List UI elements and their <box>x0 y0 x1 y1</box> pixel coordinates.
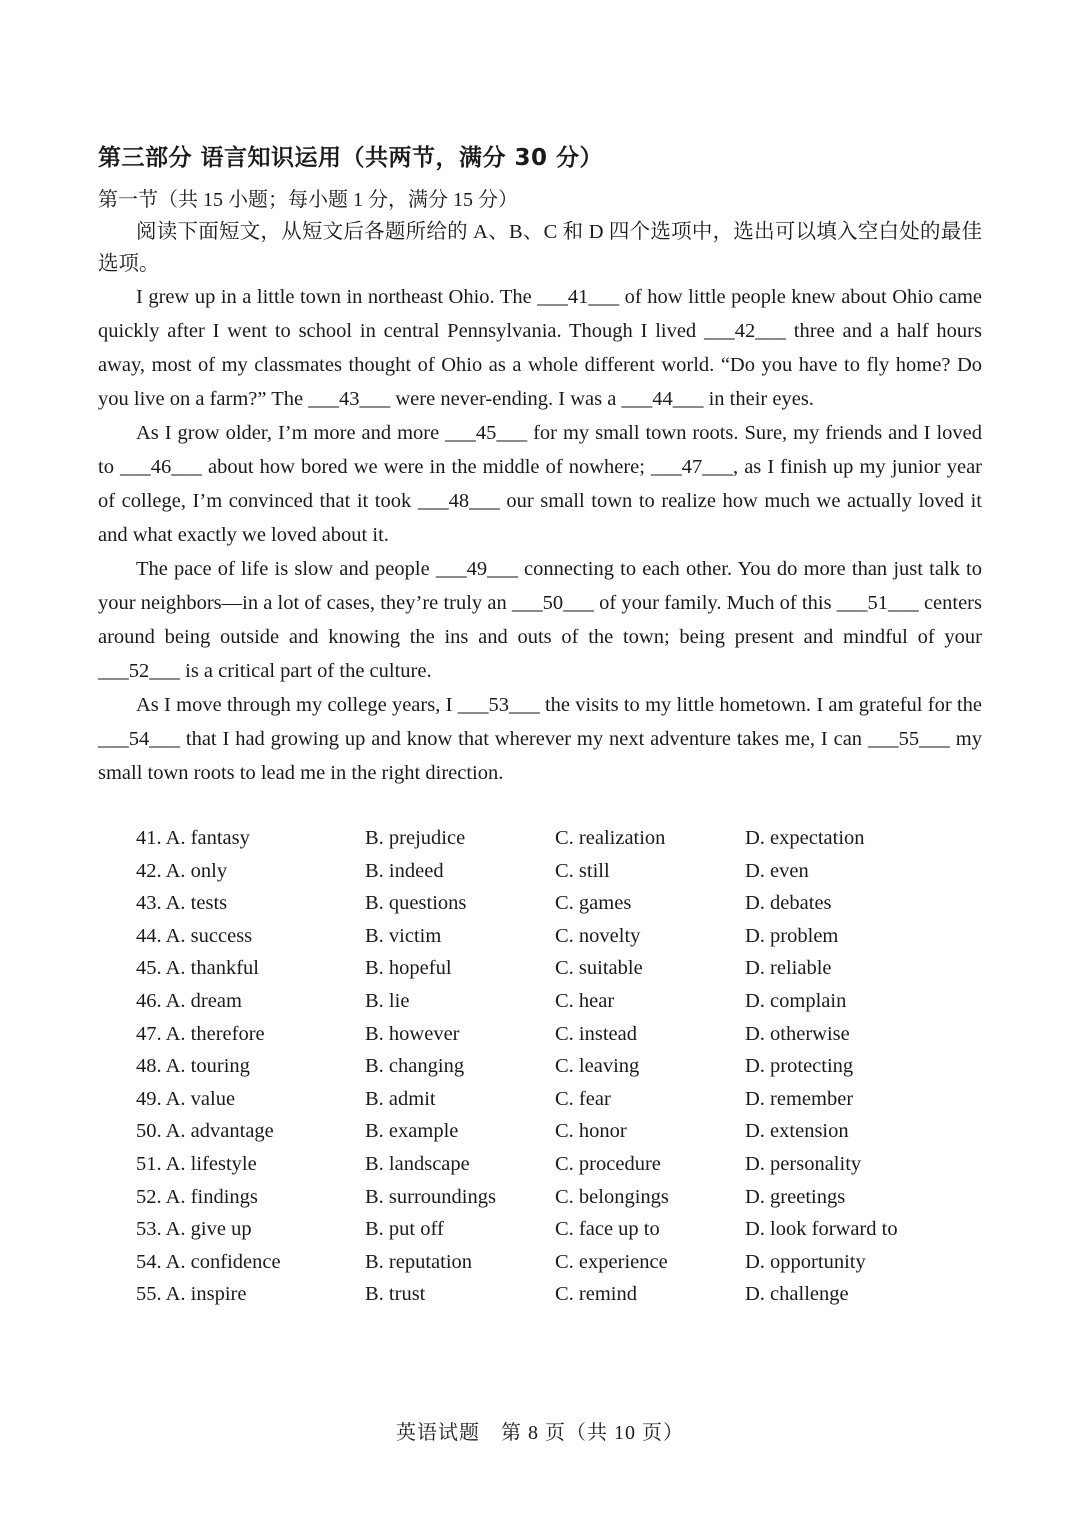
option-row <box>136 952 982 985</box>
option-d: D. opportunity <box>745 1250 866 1273</box>
option-b: B. victim <box>365 924 442 947</box>
option-d: D. protecting <box>745 1055 854 1078</box>
option-row <box>136 1181 982 1214</box>
option-a: 46. A. dream <box>136 989 242 1012</box>
option-d: D. problem <box>745 924 839 947</box>
option-c: C. still <box>555 859 610 882</box>
option-a: 42. A. only <box>136 859 228 882</box>
option-c: C. honor <box>555 1120 627 1143</box>
option-d: D. look forward to <box>745 1218 898 1241</box>
option-row <box>136 920 982 953</box>
option-row <box>136 1246 982 1279</box>
option-c: C. belongings <box>555 1185 669 1208</box>
option-a: 52. A. findings <box>136 1185 258 1208</box>
option-b: B. reputation <box>365 1250 473 1273</box>
option-a: 48. A. touring <box>136 1055 250 1078</box>
option-d: D. remember <box>745 1087 854 1110</box>
option-b: B. trust <box>365 1283 426 1306</box>
option-d: D. debates <box>745 892 832 915</box>
option-a: 53. A. give up <box>136 1218 252 1241</box>
option-a: 43. A. tests <box>136 892 228 915</box>
option-b: B. questions <box>365 892 467 915</box>
option-c: C. remind <box>555 1283 637 1306</box>
instruction-text: 阅读下面短文，从短文后各题所给的 A、B、C 和 D 四个选项中，选出可以填入空白处的最佳选项。 <box>98 221 982 275</box>
option-c: C. novelty <box>555 924 641 947</box>
option-d: D. otherwise <box>745 1022 850 1045</box>
option-a: 44. A. success <box>136 924 253 947</box>
option-row <box>136 1278 982 1311</box>
option-d: D. reliable <box>745 957 832 980</box>
page-footer: 英语试题 第 8 页（共 10 页） <box>396 1422 684 1444</box>
option-d: D. extension <box>745 1120 849 1143</box>
answer-options <box>136 822 982 1311</box>
option-row <box>136 985 982 1018</box>
passage <box>98 280 982 790</box>
passage-paragraph-4: As I move through my college years, I ___53___ the visits to my little hometown. I am grateful for the ___54___ that I had growing up and know that wherever my next adventure takes me, I can ___55___ my small town roots to lead me in the right direction. <box>98 694 982 784</box>
subsection-title: 第一节（共 15 小题；每小题 1 分，满分 15 分） <box>98 189 518 211</box>
option-a: 55. A. inspire <box>136 1283 247 1306</box>
option-a: 54. A. confidence <box>136 1250 281 1273</box>
option-row <box>136 1148 982 1181</box>
option-row <box>136 887 982 920</box>
option-b: B. hopeful <box>365 957 452 980</box>
option-a: 47. A. therefore <box>136 1022 265 1045</box>
option-a: 41. A. fantasy <box>136 827 250 849</box>
option-d: D. complain <box>745 989 847 1012</box>
option-c: C. leaving <box>555 1055 640 1078</box>
option-b: B. admit <box>365 1087 436 1110</box>
exam-page <box>98 140 982 1311</box>
option-b: B. landscape <box>365 1152 470 1175</box>
option-c: C. games <box>555 892 632 915</box>
passage-paragraph-2: As I grow older, I’m more and more ___45___ for my small town roots. Sure, my friends and I loved to ___46___ about how bored we were in the middle of nowhere; ___47___, as I finish up my junior year of college, I’m convinced that it took ___48___ our small town to realize how much we actually loved it and what exactly we loved about it. <box>98 422 982 546</box>
section-title: 第三部分 语言知识运用（共两节，满分 30 分） <box>98 145 604 171</box>
option-a: 49. A. value <box>136 1087 236 1110</box>
option-c: C. experience <box>555 1250 668 1273</box>
option-a: 50. A. advantage <box>136 1120 274 1143</box>
option-row <box>136 1213 982 1246</box>
option-b: B. changing <box>365 1055 465 1078</box>
option-row <box>136 1083 982 1116</box>
option-d: D. challenge <box>745 1283 849 1306</box>
option-b: B. however <box>365 1022 460 1045</box>
option-c: C. suitable <box>555 957 643 980</box>
option-row <box>136 1115 982 1148</box>
option-row <box>136 1050 982 1083</box>
option-b: B. indeed <box>365 859 444 882</box>
option-d: D. even <box>745 859 809 882</box>
option-b: B. lie <box>365 989 410 1012</box>
passage-paragraph-3: The pace of life is slow and people ___49___ connecting to each other. You do more than just talk to your neighbors—in a lot of cases, they’re truly an ___50___ of your family. Much of this ___51___ centers around being outside and knowing the ins and outs of the town; being present and mindful of your ___52___ is a critical part of the culture. <box>98 558 982 682</box>
option-c: C. face up to <box>555 1218 660 1241</box>
option-row <box>136 1018 982 1051</box>
option-c: C. procedure <box>555 1152 661 1175</box>
option-c: C. hear <box>555 989 615 1012</box>
option-b: B. surroundings <box>365 1185 496 1208</box>
option-a: 51. A. lifestyle <box>136 1152 257 1175</box>
option-row <box>136 822 982 855</box>
option-c: C. fear <box>555 1087 611 1110</box>
option-c: C. instead <box>555 1022 637 1045</box>
option-b: B. put off <box>365 1218 444 1241</box>
option-b: B. example <box>365 1120 459 1143</box>
option-row <box>136 855 982 888</box>
option-d: D. greetings <box>745 1185 846 1208</box>
option-b: B. prejudice <box>365 827 466 849</box>
option-a: 45. A. thankful <box>136 957 259 980</box>
option-c: C. realization <box>555 827 666 849</box>
passage-paragraph-1: I grew up in a little town in northeast Ohio. The ___41___ of how little people knew about Ohio came quickly after I went to school in central Pennsylvania. Though I lived ___42___ three and a half hours away, most of my classmates thought of Ohio as a whole different world. “Do you have to fly home? Do you live on a farm?” The ___43___ were never-ending. I was a ___44___ in their eyes. <box>98 286 982 410</box>
option-d: D. personality <box>745 1152 862 1175</box>
option-d: D. expectation <box>745 827 865 849</box>
